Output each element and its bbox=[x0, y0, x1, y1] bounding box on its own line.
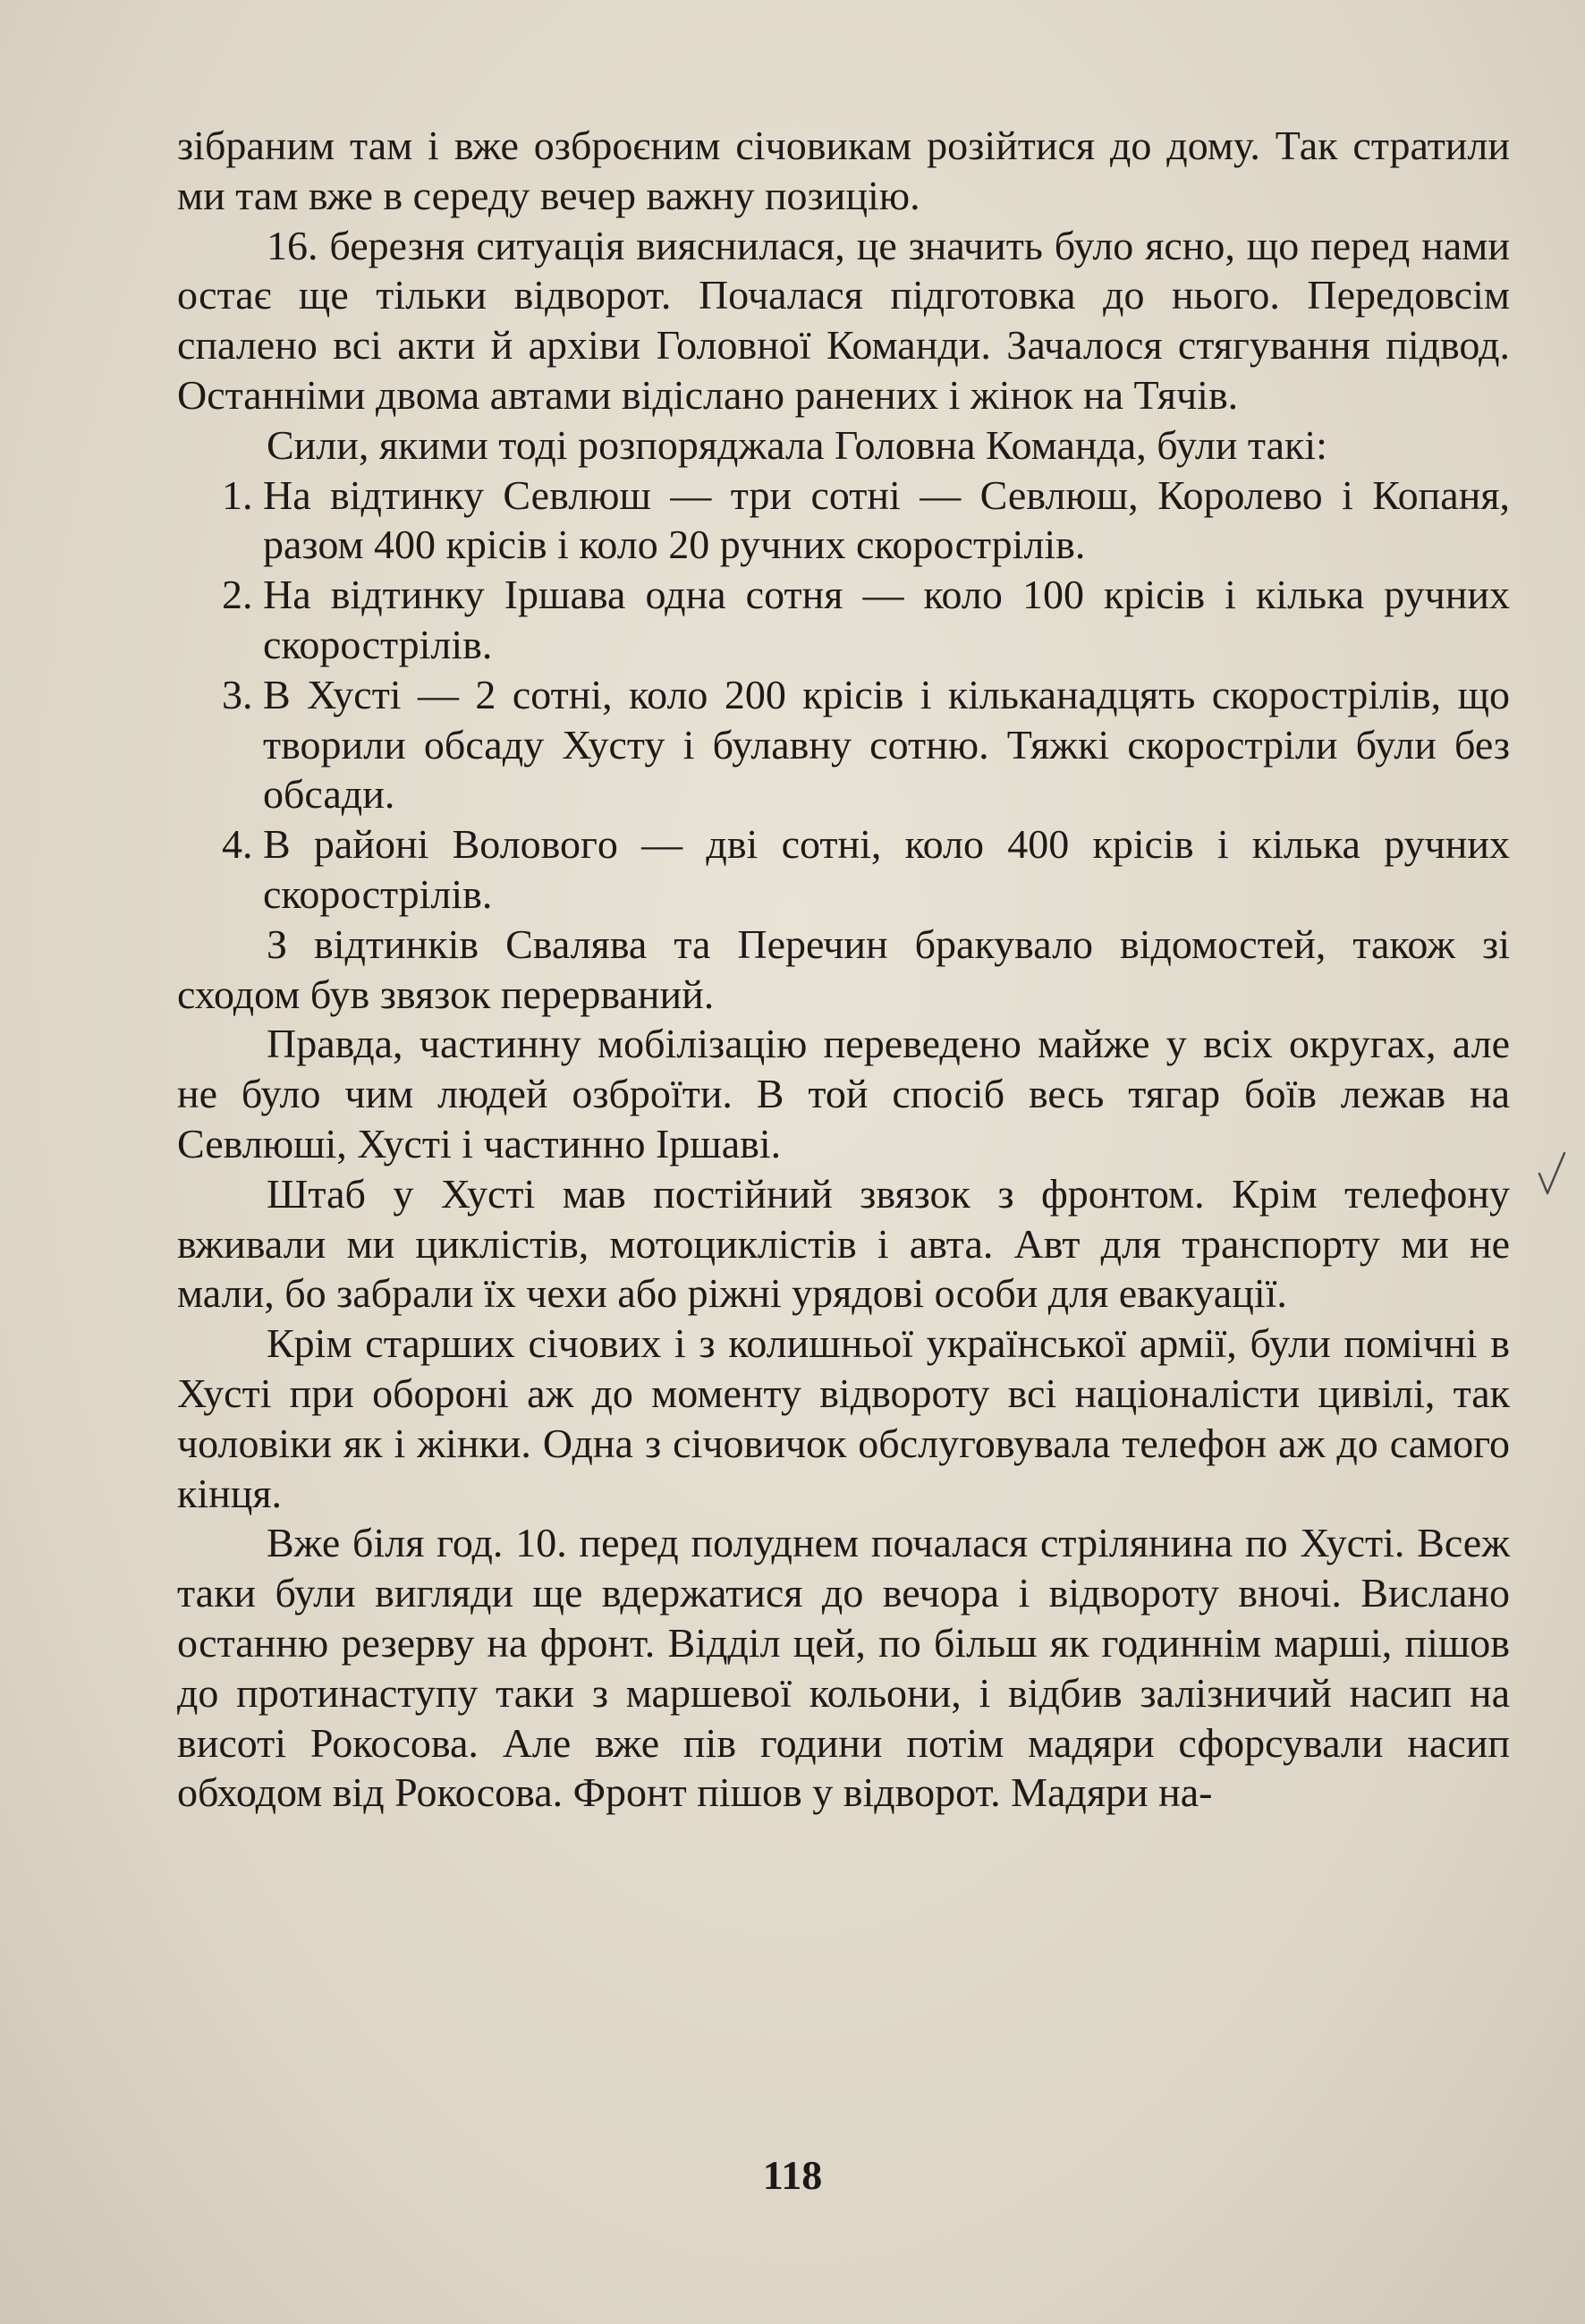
page-number: 118 bbox=[762, 2152, 823, 2198]
list-item-text: На відтинку Іршава одна сотня — коло 100 крісів і кілька ручних скорострілів. bbox=[263, 572, 1510, 667]
paragraph-mobilization: Правда, частинну мобілізацію переведено майже у всіх округах, але не було чим людей озброїти. В той спосіб весь тягар боїв лежав на Севлюші, Хусті і частинно Іршаві. bbox=[177, 1021, 1510, 1166]
list-item-number: 3. bbox=[222, 671, 253, 717]
page-body-text bbox=[177, 121, 1510, 1818]
list-item-text: В районі Воловогo — дві сотні, коло 400 крісів і кілька ручних скорострілів. bbox=[263, 821, 1510, 917]
list-item-text: На відтинку Севлюш — три сотні — Севлюш, Королево і Копаня, разом 400 крісів і коло 20 ручних скорострілів. bbox=[263, 471, 1510, 568]
list-item-number: 2. bbox=[222, 572, 253, 618]
pencil-checkmark-icon bbox=[1537, 1150, 1567, 1197]
forces-list bbox=[177, 471, 1510, 920]
paragraph-shooting: Вже біля год. 10. перед полуднем почалася стрілянина по Хусті. Всеж таки були вигляди ще вдержатися до вечора і відвороту вночі. Вислано останню резерву на фронт. Відділ цей, по більш як годиннім марші, пішов до протинаступу таки з маршевої кольони, і відбив залізничий насип на висоті Рокосова. Але вже пів години потім мадяри сфорсували насип обходом від Рокосова. Фронт пішов у відворот. Мадяри на- bbox=[177, 1520, 1510, 1816]
list-item bbox=[177, 670, 1510, 819]
list-item-number: 4. bbox=[222, 821, 253, 868]
list-item-number: 1. bbox=[222, 471, 253, 518]
list-item-text: В Хусті — 2 сотні, коло 200 крісів і кільканадцять скорострілів, що творили обсаду Хусту і булавну сотню. Тяжкі скоростріли були без обсади. bbox=[263, 671, 1510, 818]
paragraph-helpers: Крім старших січових і з колишньої української армії, були помічні в Хусті при обороні аж до моменту відвороту всі націоналісти цивілі, так чоловіки як і жінки. Одна з січовичок обслуговувала телефон аж до самого кінця. bbox=[177, 1320, 1510, 1516]
list-item bbox=[177, 819, 1510, 920]
paragraph-march-16: 16. березня ситуація вияснилася, це значить було ясно, що перед нами остає ще тільки відворот. Почалася підготовка до нього. Передовсім спалено всі акти й архіви Головної Команди. Зачалося стягування підвод. Останніми двома автами відіслано ранених і жінок на Тячів. bbox=[177, 222, 1510, 418]
paragraph-continuation: зібраним там і вже озброєним січовикам розійтися до дому. Так стратили ми там вже в середу вечер важну позицію. bbox=[177, 123, 1510, 218]
paragraph-svaliava: З відтинків Свалява та Перечин бракувало відомостей, також зі сходом був звязок перерваний. bbox=[177, 920, 1510, 1017]
paragraph-staff: Штаб у Хусті мав постійний звязок з фронтом. Крім телефону вживали ми циклістів, мотоциклістів і авта. Авт для транспорту ми не мали, бо забрали їх чехи або ріжні урядові особи для евакуації. bbox=[177, 1170, 1510, 1317]
list-item bbox=[177, 570, 1510, 670]
list-item bbox=[177, 471, 1510, 571]
paragraph-forces-intro: Сили, якими тоді розпоряджала Головна Команда, були такі: bbox=[267, 421, 1327, 468]
